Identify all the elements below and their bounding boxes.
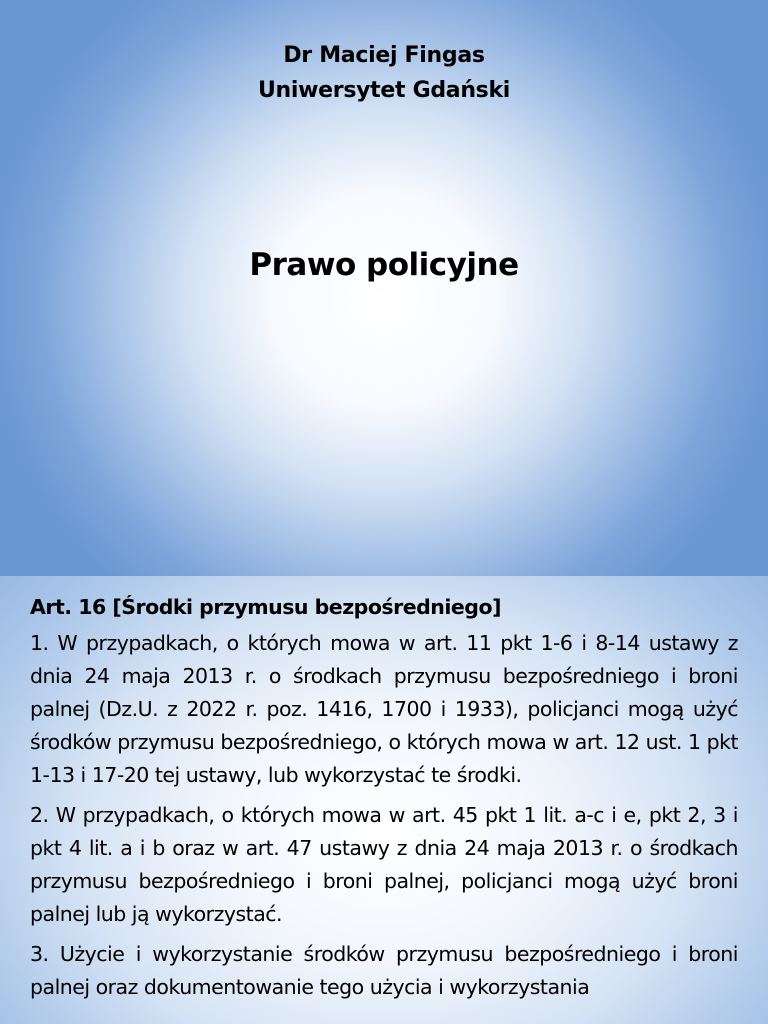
author-block [0, 38, 768, 108]
author-name: Dr Maciej Fingas [283, 43, 485, 68]
article-paragraph-1: 1. W przypadkach, o których mowa w art. 11 pkt 1-6 i 8-14 ustawy z dnia 24 maja 2013 r. o środkach przymusu bezpośredniego i broni palnej (Dz.U. z 2022 r. poz. 1416, 1700 i 1933), policjanci mogą użyć środków przymusu bezpośredniego, o których mowa w art. 12 ust. 1 pkt 1-13 i 17-20 tej ustawy, lub wykorzystać te środki. [30, 631, 738, 787]
article-heading: Art. 16 [Środki przymusu bezpośredniego] [30, 595, 501, 619]
presentation-title: Prawo policyjne [249, 247, 519, 283]
article-text [30, 591, 738, 1011]
author-affiliation: Uniwersytet Gdański [257, 78, 511, 103]
article-paragraph-2: 2. W przypadkach, o których mowa w art. 45 pkt 1 lit. a-c i e, pkt 2, 3 i pkt 4 lit. a i b oraz w art. 47 ustawy z dnia 24 maja 2013 r. o środkach przymusu bezpośredniego i broni palnej, policjanci mogą użyć broni palnej lub ją wykorzystać. [30, 803, 738, 926]
article-slide [0, 576, 768, 1024]
article-paragraph-3: 3. Użycie i wykorzystanie środków przymusu bezpośredniego i broni palnej oraz dokumentowanie tego użycia i wykorzystania [30, 942, 738, 999]
